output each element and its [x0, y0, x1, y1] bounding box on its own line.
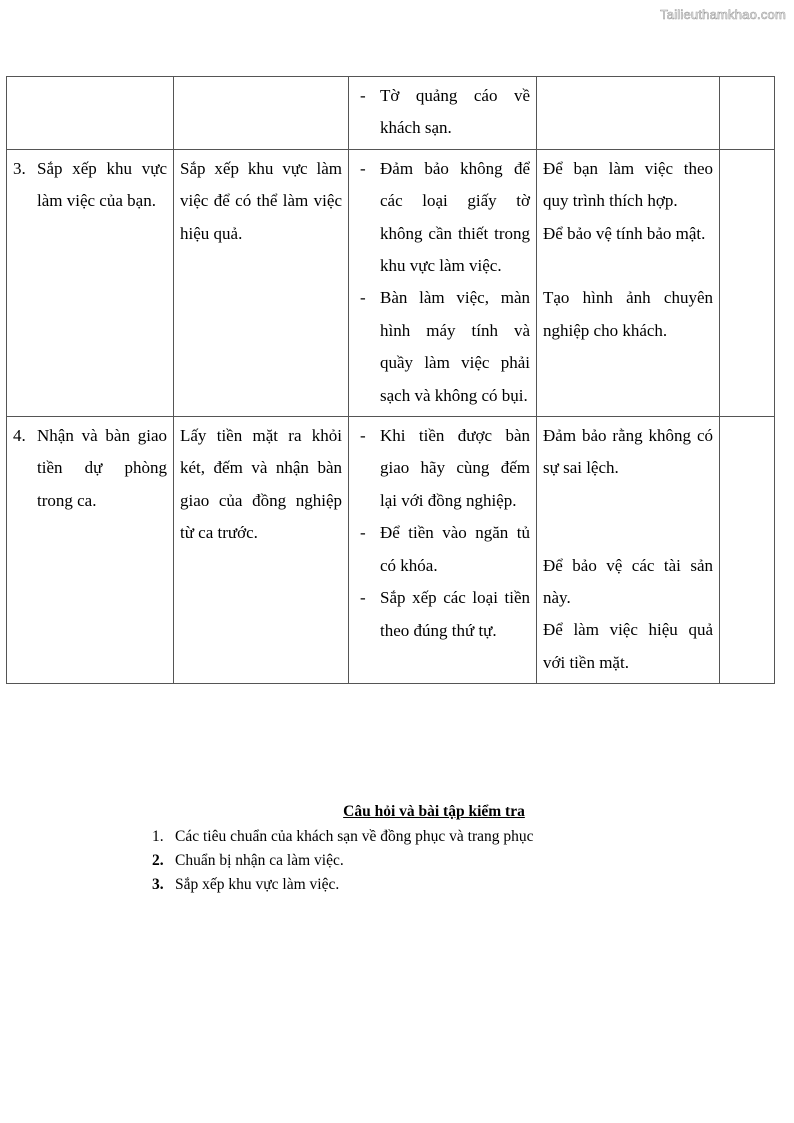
empty-cell — [720, 77, 775, 150]
description-cell: Sắp xếp khu vực làm việc để có thể làm việc hiệu quả. — [174, 149, 349, 416]
purpose-text: Để bảo vệ tính bảo mật. — [543, 223, 706, 243]
standards-cell — [349, 77, 537, 150]
step-cell — [7, 417, 174, 684]
purpose-text: Để bảo vệ các tài sản này. — [543, 555, 713, 608]
purpose-text: Tạo hình ảnh chuyên nghiệp cho khách. — [543, 288, 713, 340]
step-number: 3. — [13, 158, 26, 178]
list-item: - Sắp xếp các loại tiền theo đúng thứ tự. — [360, 588, 530, 640]
review-list — [0, 825, 794, 897]
table-row — [7, 149, 775, 416]
step-cell — [7, 149, 174, 416]
standards-cell — [349, 417, 537, 684]
step-text: Nhận và bàn giao tiền dự phòng trong ca. — [37, 426, 167, 510]
step-number: 4. — [13, 426, 26, 446]
standards-cell — [349, 149, 537, 416]
list-item: - Bàn làm việc, màn hình máy tính và quầy làm việc phải sạch và không có bụi. — [360, 288, 530, 405]
table-row — [7, 77, 775, 150]
description-cell — [174, 77, 349, 150]
list-item: - Đảm bảo không để các loại giấy tờ không cần thiết trong khu vực làm việc. — [360, 158, 530, 276]
list-item: - Để tiền vào ngăn tủ có khóa. — [360, 523, 530, 575]
purpose-cell — [537, 149, 720, 416]
purpose-cell — [537, 77, 720, 150]
purpose-cell — [537, 417, 720, 684]
procedure-table — [6, 76, 775, 684]
list-item: - Tờ quảng cáo về khách sạn. — [360, 86, 530, 138]
step-text: Sắp xếp khu vực làm việc của bạn. — [37, 158, 167, 211]
review-section — [0, 800, 794, 897]
table-row — [7, 417, 775, 684]
purpose-text: Đảm bảo rằng không có sự sai lệch. — [543, 426, 713, 478]
purpose-text: Để làm việc hiệu quả với tiền mặt. — [543, 620, 713, 672]
purpose-text: Để bạn làm việc theo quy trình thích hợp. — [543, 158, 713, 211]
empty-cell — [720, 417, 775, 684]
description-cell: Lấy tiền mặt ra khỏi két, đếm và nhận bàn giao của đồng nghiệp từ ca trước. — [174, 417, 349, 684]
list-item: 3. Sắp xếp khu vực làm việc. — [152, 876, 340, 893]
list-item: 2. Chuẩn bị nhận ca làm việc. — [152, 852, 344, 869]
step-cell — [7, 77, 174, 150]
list-item: 1. Các tiêu chuẩn của khách sạn về đồng phục và trang phục — [152, 828, 534, 845]
empty-cell — [720, 149, 775, 416]
list-item: - Khi tiền được bàn giao hãy cùng đếm lại với đồng nghiệp. — [360, 426, 530, 510]
review-title: Câu hỏi và bài tập kiểm tra — [343, 803, 525, 820]
watermark: Tailieuthamkhao.com — [660, 7, 786, 22]
